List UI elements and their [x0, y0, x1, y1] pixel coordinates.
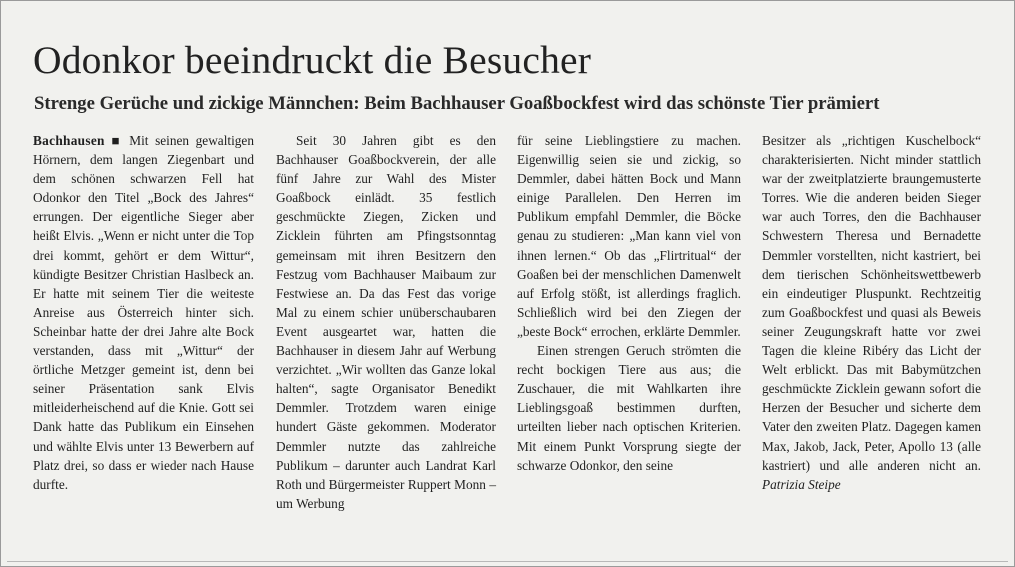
column-4-text: Besitzer als „richtigen Kuschelbock“ charakterisierten. Nicht minder stattlich war der zweitplatzierte braungemusterte Torres. Wie die anderen beiden Sieger war auch Torres, den die Bachhauser Schwestern Theresa und Bernadette Demmler vorstellten, nicht kastriert, bei dem tierischen Schönheitswettbewerb ein eindeutiger Pluspunkt. Rechtzeitig zum Goaßbockfest und quasi als Beweis seiner Zeugungskraft hatte vor zwei Tagen die kleine Ribéry das Licht der Welt erblickt. Das mit Babymützchen geschmückte Zicklein gewann sofort die Herzen der Besucher und sicherte dem Vater den zweiten Platz. Dagegen kamen Max, Jakob, Jack, Peter, Apollo 13 (alle kastriert) und alle anderen nicht an. — [762, 133, 981, 473]
dateline-square-mark: ■ — [111, 133, 123, 148]
article-column-1 — [33, 131, 254, 494]
column-1-text: Mit seinen gewaltigen Hörnern, dem langen Ziegenbart und dem schönen schwarzen Fell hat Odonkor den Titel „Bock des Jahres“ errungen. Der eigentliche Sieger aber heißt Elvis. „Wenn er nicht unter die Top drei kommt, gehört er dem Wittur“, kündigte Besitzer Christian Haslbeck an. Er hatte mit seinem Tier die weiteste Anreise aus Österreich hinter sich. Scheinbar hatte der drei Jahre alte Bock verstanden, dass mit „Wittur“ der örtliche Metzger gemeint ist, denn bei seiner Präsentation sank Elvis mitleiderheischend auf die Knie. Gott sei Dank hatte das Publikum ein Einsehen und wählte Elvis unter 13 Bewerbern auf Platz drei, so dass er wieder nach Hause durfte. — [33, 133, 254, 492]
subheadline: Strenge Gerüche und zickige Männchen: Beim Bachhauser Goaßbockfest wird das schönste Tier prämiert — [34, 93, 880, 114]
author-byline: Patrizia Steipe — [762, 476, 841, 492]
column-2-text: Seit 30 Jahren gibt es den Bachhauser Goaßbockverein, der alle fünf Jahre zur Wahl des Mister Goaßbock einlädt. 35 festlich geschmückte Ziegen, Zicken und Zicklein führten am Pfingstsonntag gemeinsam mit ihren Besitzern den Festzug vom Bachhauser Maibaum zur Festwiese an. Da das Fest das vorige Mal zu einem schier unüberschaubaren Event ausgeartet war, hatten die Bachhauser in diesem Jahr auf Werbung verzichtet. „Wir wollten das Ganze lokal halten“, sagte Organisator Benedikt Demmler. Trotzdem waren einige hundert Gäste gekommen. Moderator Demmler nutzte das zahlreiche Publikum – darunter auch Landrat Karl Roth und Bürgermeister Ruppert Monn – um Werbung — [276, 133, 496, 511]
dateline: Bachhausen — [33, 133, 105, 148]
article-column-3 — [517, 131, 741, 475]
article-column-2 — [276, 131, 496, 513]
column-3-text-b: Einen strengen Geruch strömten die recht bockigen Tiere aus aus; die Zuschauer, die mit Wahlkarten ihre Lieblingsgoaß bestimmen durften, urteilten lieber nach optischen Kriterien. Mit einem Punkt Vorsprung siegte der schwarze Odonkor, den seine — [517, 343, 741, 473]
headline: Odonkor beeindruckt die Besucher — [33, 38, 592, 82]
column-3-text-a: für seine Lieblingstiere zu machen. Eigenwillig seien sie und zickig, so Demmler, dabei hätten Bock und Mann einige Parallelen. Den Herren im Publikum empfahl Demmler, die Böcke genau zu studieren: „Man kann viel von ihnen lernen.“ Ob das „Flirtritual“ der Goaßen bei der menschlichen Damenwelt auf Erfolg stößt, ist allerdings fraglich. Schließlich wird bei den Ziegen der „beste Bock“ errochen, erklärte Demmler. — [517, 133, 741, 339]
article-column-4 — [762, 131, 981, 494]
